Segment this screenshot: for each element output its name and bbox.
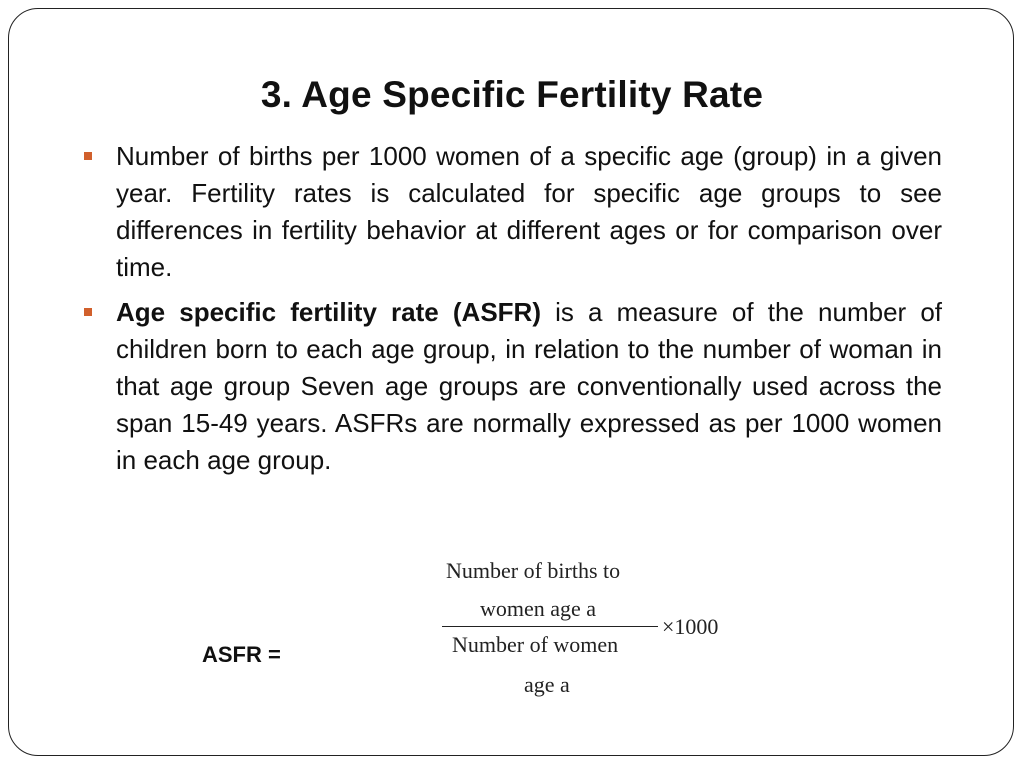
bullet-item-asfr xyxy=(80,294,942,479)
slide-title: 3. Age Specific Fertility Rate xyxy=(260,74,764,115)
square-bullet-icon xyxy=(84,308,92,316)
formula-denominator-line-2: age a xyxy=(524,672,570,697)
formula-fraction xyxy=(440,556,740,706)
formula-lhs: ASFR = xyxy=(202,642,281,667)
square-bullet-icon xyxy=(84,152,92,160)
bullet-item-definition xyxy=(80,138,942,286)
formula-numerator-line-1: Number of births to xyxy=(446,558,621,583)
formula-multiplier: ×1000 xyxy=(662,614,719,639)
bullet-list xyxy=(80,138,942,487)
bullet-text: Number of births per 1000 women of a specific age (group) in a given year. Fertility rates is calculated for specific age groups to see differences in fertility behavior at different ages or for comparison over time. xyxy=(116,141,942,282)
fraction-bar xyxy=(442,626,658,627)
formula-numerator-line-2: women age a xyxy=(480,596,597,621)
bullet-strong-term: Age specific fertility rate (ASFR) xyxy=(116,297,541,327)
bullet-text: is a measure of the number of children born to each age group, in relation to the number of woman in that age group Seven age groups are conventionally used across the span 15-49 years. ASFRs are normally expressed as per 1000 women in each age group. xyxy=(116,297,943,475)
formula-denominator-line-1: Number of women xyxy=(452,632,619,657)
